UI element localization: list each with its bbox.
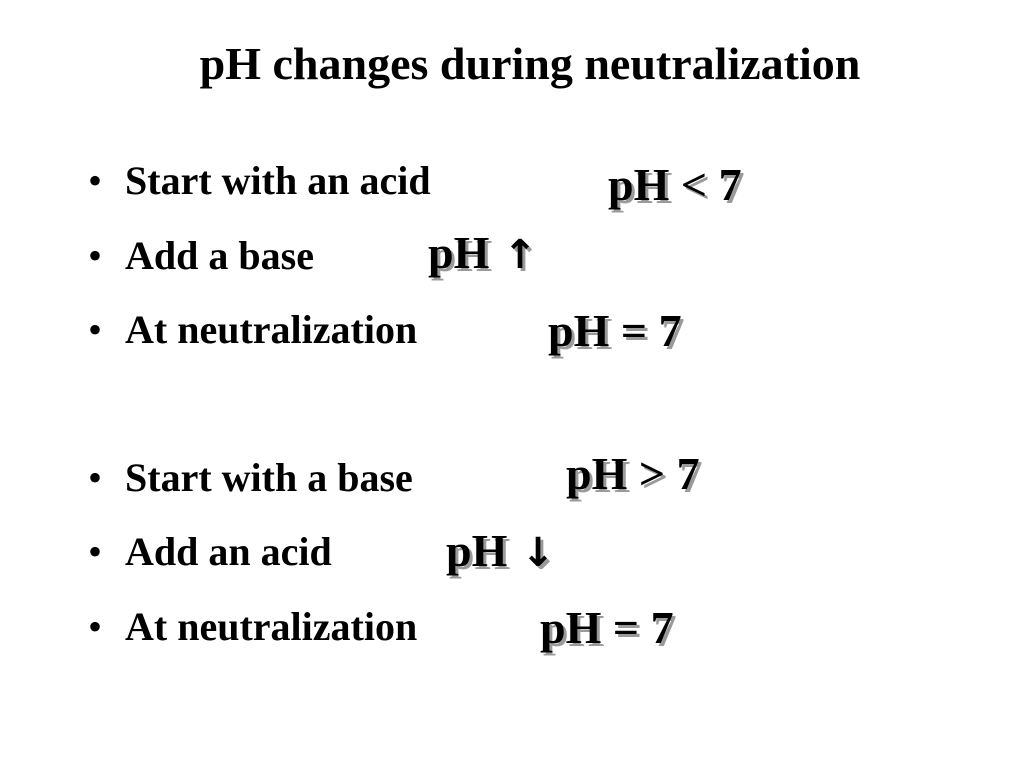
- ph-text: pH: [548, 305, 610, 356]
- slide-title: pH changes during neutralization: [199, 38, 861, 89]
- ph-annotation: [608, 160, 742, 210]
- bullet-dot: •: [88, 307, 103, 352]
- bullet-label: Add a base: [125, 233, 314, 278]
- ph-annotation: [548, 306, 682, 356]
- bullet-label: Add an acid: [125, 529, 332, 574]
- ph-annotation: [428, 228, 537, 280]
- arrow-down-icon: ↓: [507, 530, 555, 576]
- bullet-label: Start with an acid: [125, 158, 431, 203]
- bullet-dot: •: [88, 529, 103, 574]
- ph-annotation: [446, 526, 555, 578]
- arrow-up-icon: ↑: [489, 232, 537, 278]
- ph-text: pH: [446, 525, 508, 576]
- bullet-dot: •: [88, 455, 103, 500]
- ph-text: pH: [428, 227, 490, 278]
- bullet-dot: •: [88, 604, 103, 649]
- ph-relation: = 7: [601, 602, 674, 653]
- ph-relation: = 7: [609, 305, 682, 356]
- ph-text: pH: [566, 448, 628, 499]
- ph-annotation: [540, 603, 674, 653]
- ph-relation: > 7: [627, 448, 700, 499]
- bullet-label: At neutralization: [125, 307, 418, 352]
- ph-relation: < 7: [669, 159, 742, 210]
- ph-text: pH: [608, 159, 670, 210]
- bullet-dot: •: [88, 233, 103, 278]
- ph-text: pH: [540, 602, 602, 653]
- bullet-dot: •: [88, 158, 103, 203]
- bullet-label: Start with a base: [125, 455, 413, 500]
- ph-annotation: [566, 449, 700, 499]
- bullet-label: At neutralization: [125, 604, 418, 649]
